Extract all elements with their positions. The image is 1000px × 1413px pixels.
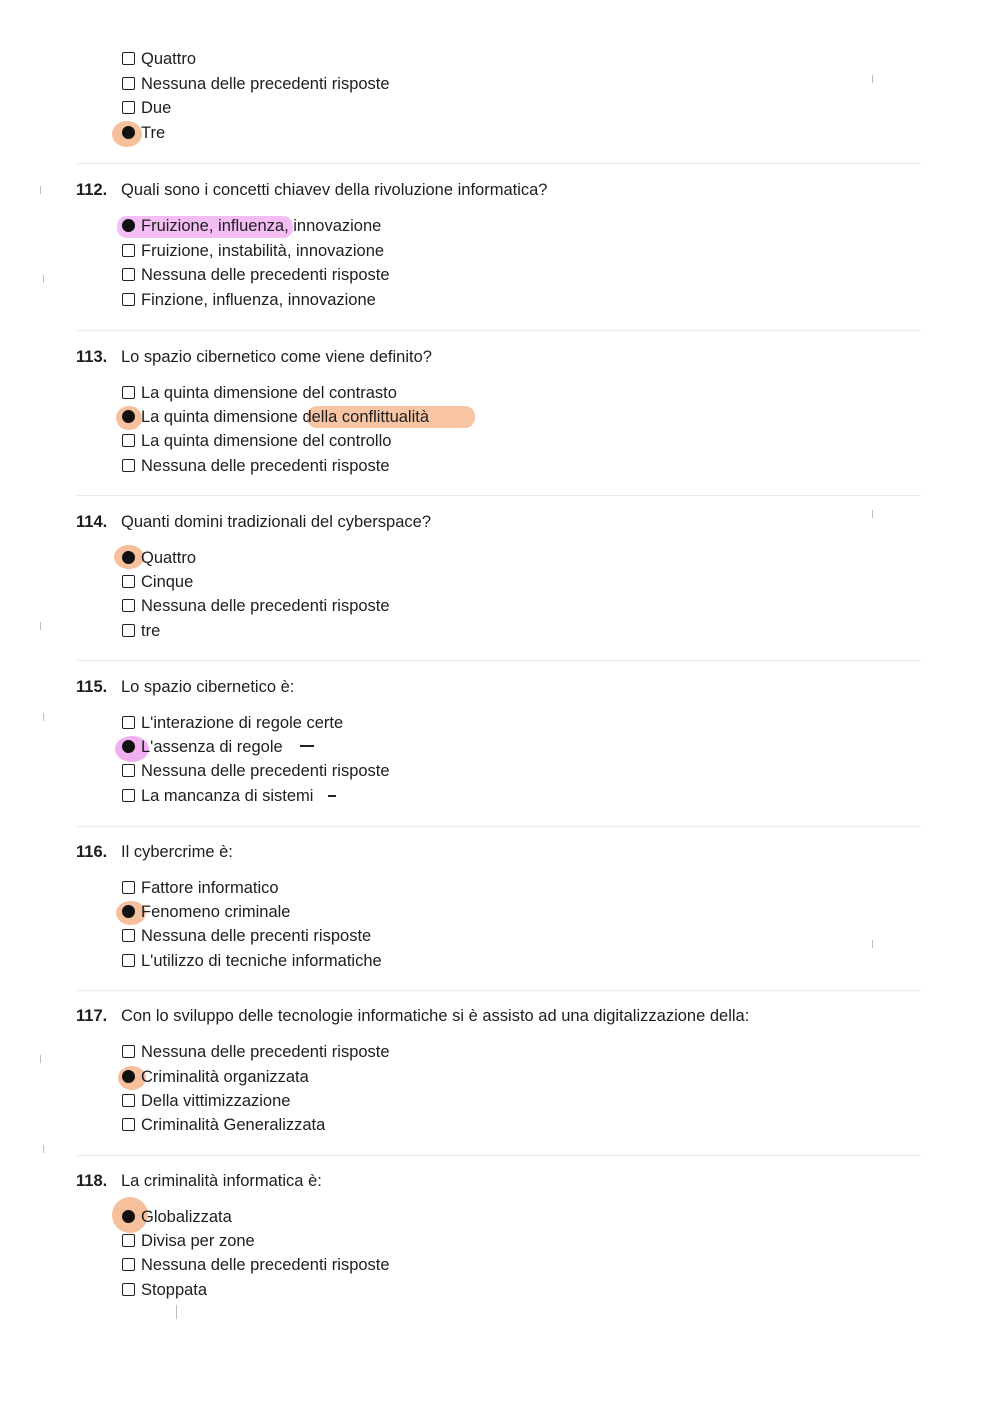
checkbox-icon[interactable] [122, 52, 135, 65]
answer-option[interactable] [122, 547, 196, 569]
divider [76, 660, 921, 661]
question-number: 117. [76, 1007, 108, 1025]
option-label: Cinque [141, 573, 194, 591]
answer-option[interactable] [122, 736, 283, 758]
option-label: Finzione, influenza, innovazione [141, 291, 376, 309]
question-number: 118. [76, 1172, 108, 1190]
answer-option[interactable] [122, 950, 382, 972]
option-label: Fattore informatico [141, 879, 279, 897]
option-label: Criminalità organizzata [141, 1068, 309, 1086]
scan-mark [43, 275, 44, 283]
checkbox-icon[interactable] [122, 101, 135, 114]
answer-option[interactable] [122, 712, 343, 734]
divider [76, 826, 921, 827]
checkbox-icon[interactable] [122, 1045, 135, 1058]
checkbox-icon[interactable] [122, 1234, 135, 1247]
answer-option[interactable] [122, 785, 313, 807]
question-text: Quali sono i concetti chiavev della rivoluzione informatica? [121, 181, 548, 199]
scan-mark [40, 622, 41, 630]
checkbox-icon[interactable] [122, 1094, 135, 1107]
option-label: Quattro [141, 549, 197, 567]
checkbox-icon[interactable] [122, 386, 135, 399]
checked-box-icon[interactable] [122, 126, 135, 139]
checked-box-icon[interactable] [122, 551, 135, 564]
answer-option[interactable] [122, 877, 279, 899]
scan-mark [872, 940, 873, 948]
answer-option[interactable] [122, 73, 390, 95]
answer-option[interactable] [122, 455, 390, 477]
checkbox-icon[interactable] [122, 716, 135, 729]
checked-box-icon[interactable] [122, 410, 135, 423]
option-label: tre [141, 622, 161, 640]
answer-option[interactable] [122, 289, 376, 311]
option-label: Nessuna delle precedenti risposte [141, 597, 390, 615]
checkbox-icon[interactable] [122, 764, 135, 777]
scan-mark [43, 713, 44, 721]
answer-option[interactable] [122, 595, 390, 617]
option-label: La quinta dimensione del controllo [141, 432, 392, 450]
divider [76, 330, 921, 331]
divider [76, 495, 921, 496]
checked-box-icon[interactable] [122, 219, 135, 232]
question-text: Lo spazio cibernetico come viene definito? [121, 348, 432, 366]
answer-option[interactable] [122, 1230, 255, 1252]
option-label: Stoppata [141, 1281, 208, 1299]
answer-option[interactable] [122, 1041, 390, 1063]
option-label: Tre [141, 124, 166, 142]
option-label: Della vittimizzazione [141, 1092, 291, 1110]
checked-box-icon[interactable] [122, 740, 135, 753]
option-label: Nessuna delle precedenti risposte [141, 1256, 390, 1274]
answer-option[interactable] [122, 48, 196, 70]
question-113 [76, 345, 432, 369]
option-label: Nessuna delle precedenti risposte [141, 457, 390, 475]
question-114 [76, 510, 431, 534]
checkbox-icon[interactable] [122, 1118, 135, 1131]
pen-dash [328, 795, 336, 797]
option-label: Due [141, 99, 172, 117]
checkbox-icon[interactable] [122, 459, 135, 472]
answer-option[interactable] [122, 571, 193, 593]
pen-dash [300, 745, 314, 747]
answer-option[interactable] [122, 760, 390, 782]
answer-option[interactable] [122, 240, 384, 262]
scan-mark [40, 1055, 41, 1063]
answer-option[interactable] [122, 122, 165, 144]
answer-option[interactable] [122, 1279, 207, 1301]
option-label: Fruizione, influenza, innovazione [141, 217, 382, 235]
question-text: Con lo sviluppo delle tecnologie informatiche si è assisto ad una digitalizzazione della: [121, 1007, 750, 1025]
option-label: Nessuna delle precedenti risposte [141, 762, 390, 780]
answer-option[interactable] [122, 1090, 290, 1112]
checkbox-icon[interactable] [122, 575, 135, 588]
checked-box-icon[interactable] [122, 1070, 135, 1083]
scan-mark [40, 186, 41, 194]
checkbox-icon[interactable] [122, 929, 135, 942]
checkbox-icon[interactable] [122, 599, 135, 612]
option-label: Nessuna delle precedenti risposte [141, 75, 390, 93]
answer-option[interactable] [122, 215, 381, 237]
question-number: 113. [76, 348, 108, 366]
option-label: Nessuna delle precedenti risposte [141, 266, 390, 284]
divider [76, 990, 921, 991]
answer-option[interactable] [122, 1254, 390, 1276]
question-112 [76, 178, 547, 202]
question-117 [76, 1004, 749, 1028]
checkbox-icon[interactable] [122, 881, 135, 894]
checked-box-icon[interactable] [122, 905, 135, 918]
option-label: Criminalità Generalizzata [141, 1116, 326, 1134]
answer-option[interactable] [122, 382, 397, 404]
checked-box-icon[interactable] [122, 1210, 135, 1223]
checkbox-icon[interactable] [122, 789, 135, 802]
question-text: Il cybercrime è: [121, 843, 233, 861]
answer-option[interactable] [122, 620, 160, 642]
option-label: L'utilizzo di tecniche informatiche [141, 952, 382, 970]
checkbox-icon[interactable] [122, 244, 135, 257]
checkbox-icon[interactable] [122, 77, 135, 90]
answer-option[interactable] [122, 264, 390, 286]
divider [76, 1155, 921, 1156]
checkbox-icon[interactable] [122, 268, 135, 281]
answer-option[interactable] [122, 406, 429, 428]
answer-option[interactable] [122, 1206, 232, 1228]
question-number: 116. [76, 843, 108, 861]
question-118 [76, 1169, 322, 1193]
question-text: La criminalità informatica è: [121, 1172, 322, 1190]
question-number: 112. [76, 181, 108, 199]
checkbox-icon[interactable] [122, 1258, 135, 1271]
answer-option[interactable] [122, 430, 391, 452]
checkbox-icon[interactable] [122, 954, 135, 967]
scan-mark [43, 1145, 44, 1153]
scan-mark [176, 1305, 177, 1319]
option-label: Fenomeno criminale [141, 903, 291, 921]
question-number: 114. [76, 513, 108, 531]
question-115 [76, 675, 294, 699]
question-number: 115. [76, 678, 108, 696]
divider [76, 163, 921, 164]
checkbox-icon[interactable] [122, 293, 135, 306]
scan-mark [872, 75, 873, 83]
answer-option[interactable] [122, 925, 371, 947]
checkbox-icon[interactable] [122, 1283, 135, 1296]
option-label: Globalizzata [141, 1208, 232, 1226]
option-label: Nessuna delle precenti risposte [141, 927, 372, 945]
option-label: Quattro [141, 50, 197, 68]
option-label: L'interazione di regole certe [141, 714, 344, 732]
option-label: La mancanza di sistemi [141, 787, 314, 805]
question-text: Lo spazio cibernetico è: [121, 678, 295, 696]
checkbox-icon[interactable] [122, 624, 135, 637]
answer-option[interactable] [122, 1066, 309, 1088]
answer-option[interactable] [122, 1114, 325, 1136]
option-label: La quinta dimensione della conflittualità [141, 408, 430, 426]
checkbox-icon[interactable] [122, 434, 135, 447]
option-label: Nessuna delle precedenti risposte [141, 1043, 390, 1061]
option-label: La quinta dimensione del contrasto [141, 384, 397, 402]
option-label: L'assenza di regole [141, 738, 283, 756]
answer-option[interactable] [122, 97, 171, 119]
question-116 [76, 840, 233, 864]
question-text: Quanti domini tradizionali del cyberspace? [121, 513, 432, 531]
answer-option[interactable] [122, 901, 290, 923]
option-label: Divisa per zone [141, 1232, 255, 1250]
option-label: Fruizione, instabilità, innovazione [141, 242, 385, 260]
scan-mark [872, 510, 873, 518]
